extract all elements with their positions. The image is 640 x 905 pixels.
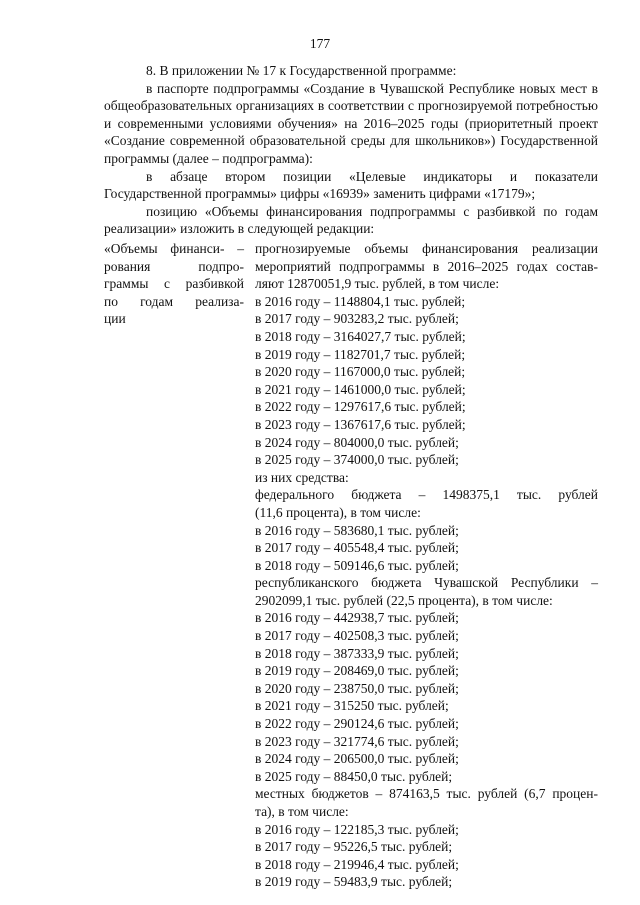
content-line: в 2022 году – 1297617,6 тыс. рублей; (255, 399, 466, 415)
content-line: в 2023 году – 321774,6 тыс. рублей; (255, 733, 459, 749)
content-line: в 2024 году – 206500,0 тыс. рублей; (255, 751, 459, 767)
content-line: в 2017 году – 95226,5 тыс. рублей; (255, 839, 453, 855)
intro-text (104, 62, 598, 238)
position-content (255, 240, 598, 891)
content-line: мероприятий подпрограммы в 2016–2025 годах состав- (255, 258, 598, 274)
content-line: местных бюджетов – 874163,5 тыс. рублей (6,7 процен- (255, 786, 598, 802)
content-line: в 2021 году – 1461000,0 тыс. рублей; (255, 381, 466, 397)
content-line: федерального бюджета – 1498375,1 тыс. рублей (255, 487, 598, 503)
content-line: (11,6 процента), в том числе: (255, 504, 421, 520)
content-line: в 2017 году – 402508,3 тыс. рублей; (255, 628, 459, 644)
content-line: в 2024 году – 804000,0 тыс. рублей; (255, 434, 459, 450)
content-line: в 2022 году – 290124,6 тыс. рублей; (255, 716, 459, 732)
intro-paragraph: в паспорте подпрограммы «Создание в Чувашской Республике новых мест в общеобразовательных организациях в соответствии с прогнозируемой потребностью и современными условиями обучения» на 2016–2025 годы (приоритетный проект «Создание современной образовательной среды для школьников») Государственной программы (далее – подпрограмма): (104, 80, 598, 166)
content-line: в 2019 году – 1182701,7 тыс. рублей; (255, 346, 466, 362)
content-line: в 2025 году – 88450,0 тыс. рублей; (255, 768, 453, 784)
content-line: в 2020 году – 1167000,0 тыс. рублей; (255, 364, 466, 380)
content-line: в 2017 году – 405548,4 тыс. рублей; (255, 540, 459, 556)
content-line: ляют 12870051,9 тыс. рублей, в том числе: (255, 276, 500, 292)
content-line: из них средства: (255, 469, 349, 485)
content-line: в 2025 году – 374000,0 тыс. рублей; (255, 452, 459, 468)
content-line: в 2021 году – 315250 тыс. рублей; (255, 698, 449, 714)
content-line: в 2019 году – 208469,0 тыс. рублей; (255, 663, 459, 679)
content-line: в 2016 году – 1148804,1 тыс. рублей; (255, 293, 466, 309)
content-line: в 2016 году – 442938,7 тыс. рублей; (255, 610, 459, 626)
intro-paragraph: позицию «Объемы финансирования подпрограммы с разбивкой по годам реализации» изложить в следующей редакции: (104, 203, 598, 237)
content-line: та), в том числе: (255, 804, 349, 819)
intro-paragraph: 8. В приложении № 17 к Государственной программе: (146, 63, 457, 78)
label-line: ции (104, 311, 126, 327)
content-line: в 2023 году – 1367617,6 тыс. рублей; (255, 416, 466, 432)
content-line: в 2019 году – 59483,9 тыс. рублей; (255, 874, 453, 890)
content-line: в 2018 году – 3164027,7 тыс. рублей; (255, 328, 466, 344)
label-line: по годам реализа- (104, 293, 244, 309)
page-number: 177 (309, 36, 331, 51)
intro-paragraph: в абзаце втором позиции «Целевые индикаторы и показатели Государственной программы» цифры «16939» заменить цифрами «17179»; (104, 168, 598, 202)
content-line: 2902099,1 тыс. рублей (22,5 процента), в том числе: (255, 592, 553, 608)
label-line: граммы с разбивкой (104, 276, 244, 292)
label-line: рования подпро- (104, 258, 244, 274)
content-line: в 2017 году – 903283,2 тыс. рублей; (255, 311, 459, 327)
label-line: «Объемы финанси- – (104, 241, 244, 256)
content-line: в 2018 году – 219946,4 тыс. рублей; (255, 856, 459, 872)
position-label (104, 240, 244, 328)
content-line: в 2020 году – 238750,0 тыс. рублей; (255, 680, 459, 696)
content-line: прогнозируемые объемы финансирования реализации (255, 241, 598, 256)
content-line: в 2018 году – 509146,6 тыс. рублей; (255, 557, 459, 573)
content-line: в 2016 году – 583680,1 тыс. рублей; (255, 522, 459, 538)
content-line: республиканского бюджета Чувашской Республики – (255, 575, 598, 591)
content-line: в 2018 году – 387333,9 тыс. рублей; (255, 645, 459, 661)
content-line: в 2016 году – 122185,3 тыс. рублей; (255, 821, 459, 837)
